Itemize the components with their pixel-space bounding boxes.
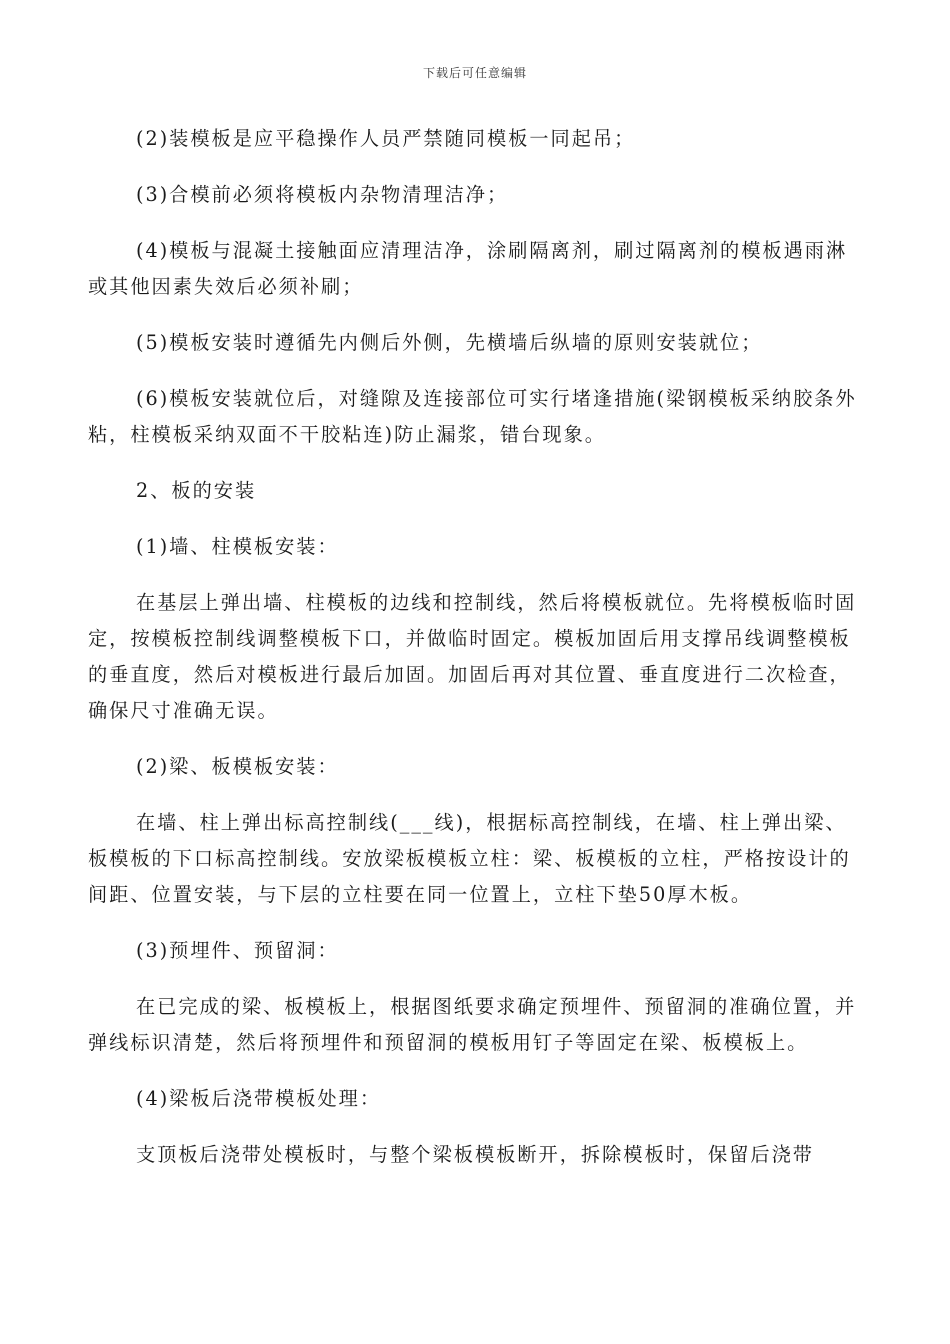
paragraph: (6)模板安装就位后，对缝隙及连接部位可实行堵逢措施(梁钢模板采纳胶条外粘，柱模板采纳双面不干胶粘连)防止漏浆，错台现象。 <box>88 387 857 446</box>
paragraph: (2)装模板是应平稳操作人员严禁随同模板一同起吊； <box>136 127 636 150</box>
subsection-heading: (4)梁板后浇带模板处理： <box>136 1087 382 1110</box>
paragraph: (5)模板安装时遵循先内侧后外侧，先横墙后纵墙的原则安装就位； <box>136 331 763 354</box>
paragraph: 在基层上弹出墙、柱模板的边线和控制线，然后将模板就位。先将模板临时固定，按模板控制线调整模板下口，并做临时固定。模板加固后用支撑吊线调整模板的垂直度，然后对模板进行最后加固。加固后再对其位置、垂直度进行二次检查，确保尺寸准确无误。 <box>88 591 857 722</box>
subsection-heading: (2)梁、板模板安装： <box>136 755 339 778</box>
paragraph: 在墙、柱上弹出标高控制线(___线)，根据标高控制线，在墙、柱上弹出梁、板模板的下口标高控制线。安放梁板模板立柱：梁、板模板的立柱，严格按设计的间距、位置安装，与下层的立柱要在同一位置上，立柱下垫50厚木板。 <box>88 811 851 906</box>
subsection-heading: (1)墙、柱模板安装： <box>136 535 339 558</box>
subsection-heading: (3)预埋件、预留洞： <box>136 939 339 962</box>
paragraph: 支顶板后浇带处模板时，与整个梁板模板断开，拆除模板时，保留后浇带 <box>136 1143 814 1166</box>
document-body <box>88 121 866 1193</box>
paragraph: (4)模板与混凝土接触面应清理洁净，涂刷隔离剂，刷过隔离剂的模板遇雨淋或其他因素失效后必须补刷； <box>88 239 848 298</box>
section-heading: 2、板的安装 <box>136 479 257 502</box>
page-header: 下载后可任意编辑 <box>422 66 527 80</box>
paragraph: (3)合模前必须将模板内杂物清理洁净； <box>136 183 509 206</box>
paragraph: 在已完成的梁、板模板上，根据图纸要求确定预埋件、预留洞的准确位置，并弹线标识清楚，然后将预埋件和预留洞的模板用钉子等固定在梁、板模板上。 <box>88 995 857 1054</box>
